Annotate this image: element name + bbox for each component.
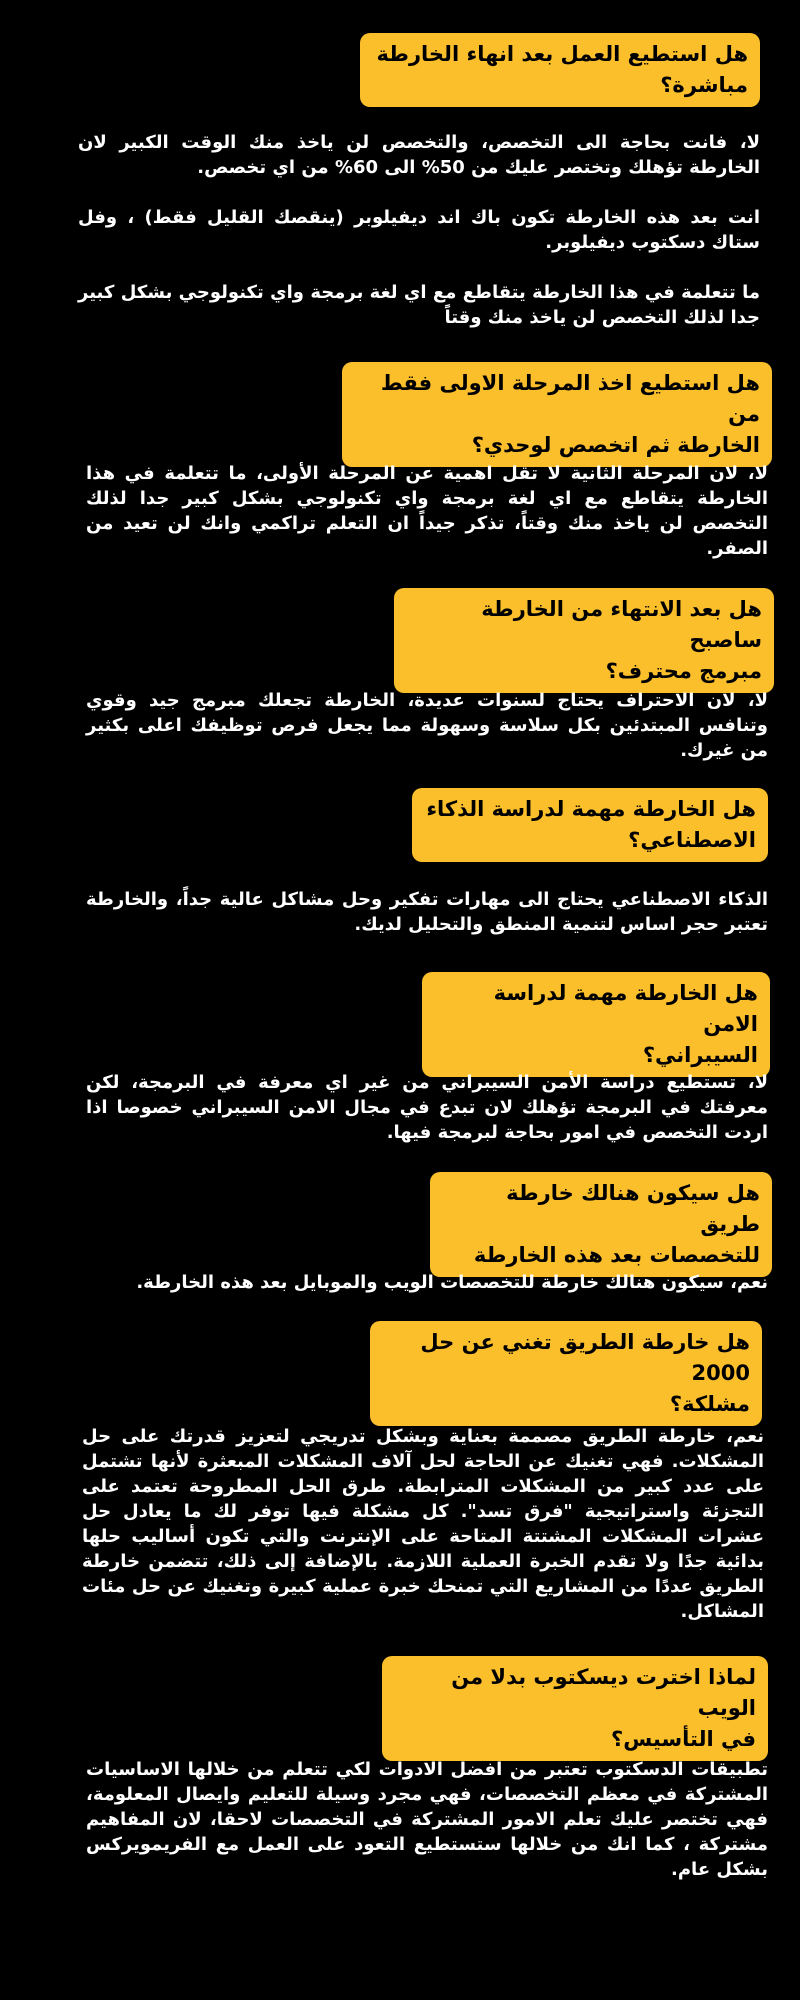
faq-answer-2-para-1: لا، لان المرحلة الثانية لا تقل اهمية عن المرحلة الأولى، ما تتعلمة في هذا الخارطة يتقاطع مع اي لغة برمجة واي تكنولوجي بشكل كبير جدا لذلك التخصص لن ياخذ منك وقتاً، تذكر جيداً ان التعلم تراكمي وانك لن تعيد من الصفر. [86,463,768,559]
faq-question-4: هل الخارطة مهمة لدراسة الذكاء الاصطناعي؟ [412,788,768,862]
faq-answer-6 [86,1270,768,1295]
faq-answer-1-para-2: انت بعد هذه الخارطة تكون باك اند ديفيلوبر (ينقصك القليل فقط) ، وفل ستاك دسكتوب ديفيلوبر. [78,207,760,253]
faq-question-7: هل خارطة الطريق تغني عن حل 2000 مشلكة؟ [370,1321,762,1426]
faq-answer-8-para-1: تطبيقات الدسكتوب تعتبر من افضل الادوات لكي تتعلم من خلالها الاساسيات المشتركة في معظم التخصصات، فهي مجرد وسيلة للتعليم وايصال المعلومة، فهي تختصر عليك تعلم الامور المشتركة في التخصصات لاحقا، لان المفاهيم مشتركة ، كما انك من خلالها ستستطيع التعود على العمل مع الفريمويركس بشكل عام. [86,1759,768,1880]
faq-answer-7-para-1: نعم، خارطة الطريق مصممة بعناية وبشكل تدريجي لتعزيز قدرتك على حل المشكلات. فهي تغنيك عن الحاجة لحل آلاف المشكلات المبعثرة لأنها تشتمل على عدد كبير من المشكلات المترابطة. طرق الحل المطروحة تعتمد على التجزئة واستراتيجية "فرق تسد". كل مشكلة فيها توفر لك ما يعادل حل عشرات المشكلات المشتتة المتاحة على الإنترنت والتي تكون أساليب حلها بدائية جدًا ولا تقدم الخبرة العملية اللازمة. بالإضافة إلى ذلك، تتضمن خارطة الطريق عددًا من المشاريع التي تمنحك خبرة عملية كبيرة وتغنيك عن حل مئات المشاكل. [82,1426,764,1622]
faq-answer-4-para-1: الذكاء الاصطناعي يحتاج الى مهارات تفكير وحل مشاكل عالية جداً، والخارطة تعتبر حجر اساس لتنمية المنطق والتحليل لديك. [86,889,768,935]
faq-question-3: هل بعد الانتهاء من الخارطة ساصبح مبرمج محترف؟ [394,588,774,693]
faq-answer-3-para-1: لا، لان الاحتراف يحتاج لسنوات عديدة، الخارطة تجعلك مبرمج جيد وقوي وتنافس المبتدئين بكل سلاسة وسهولة مما يجعل فرص توظيفك اعلى بكثير من غيرك. [86,690,768,761]
faq-answer-1-para-1: لا، فانت بحاجة الى التخصص، والتخصص لن ياخذ منك الوقت الكبير لان الخارطة تؤهلك وتختصر عليك من 50% الى 60% من اي تخصص. [78,132,760,178]
faq-question-1: هل استطيع العمل بعد انهاء الخارطة مباشرة؟ [360,33,760,107]
faq-answer-2 [86,461,768,561]
faq-question-8: لماذا اخترت ديسكتوب بدلا من الويب في التأسيس؟ [382,1656,768,1761]
faq-answer-7 [82,1424,764,1624]
faq-answer-8 [86,1757,768,1882]
faq-answer-6-para-1: نعم، سيكون هنالك خارطة للتخصصات الويب والموبايل بعد هذه الخارطة. [136,1272,768,1293]
faq-answer-3 [86,688,768,763]
faq-answer-5-para-1: لا، تستطيع دراسة الأمن السيبراني من غير اي معرفة في البرمجة، لكن معرفتك في البرمجة تؤهلك لان تبدع في مجال الامن السيبراني خصوصا اذا اردت التخصص في امور بحاجة لبرمجة فيها. [86,1072,768,1143]
faq-question-2: هل استطيع اخذ المرحلة الاولى فقط من الخارطة ثم اتخصص لوحدي؟ [342,362,772,467]
faq-question-5: هل الخارطة مهمة لدراسة الامن السيبراني؟ [422,972,770,1077]
faq-answer-1 [78,130,760,330]
faq-question-6: هل سيكون هنالك خارطة طريق للتخصصات بعد هذه الخارطة [430,1172,772,1277]
faq-answer-1-para-3: ما تتعلمة في هذا الخارطة يتقاطع مع اي لغة برمجة واي تكنولوجي بشكل كبير جدا لذلك التخصص لن ياخذ منك وقتاً [78,282,760,328]
faq-answer-5 [86,1070,768,1145]
faq-answer-4 [86,887,768,937]
